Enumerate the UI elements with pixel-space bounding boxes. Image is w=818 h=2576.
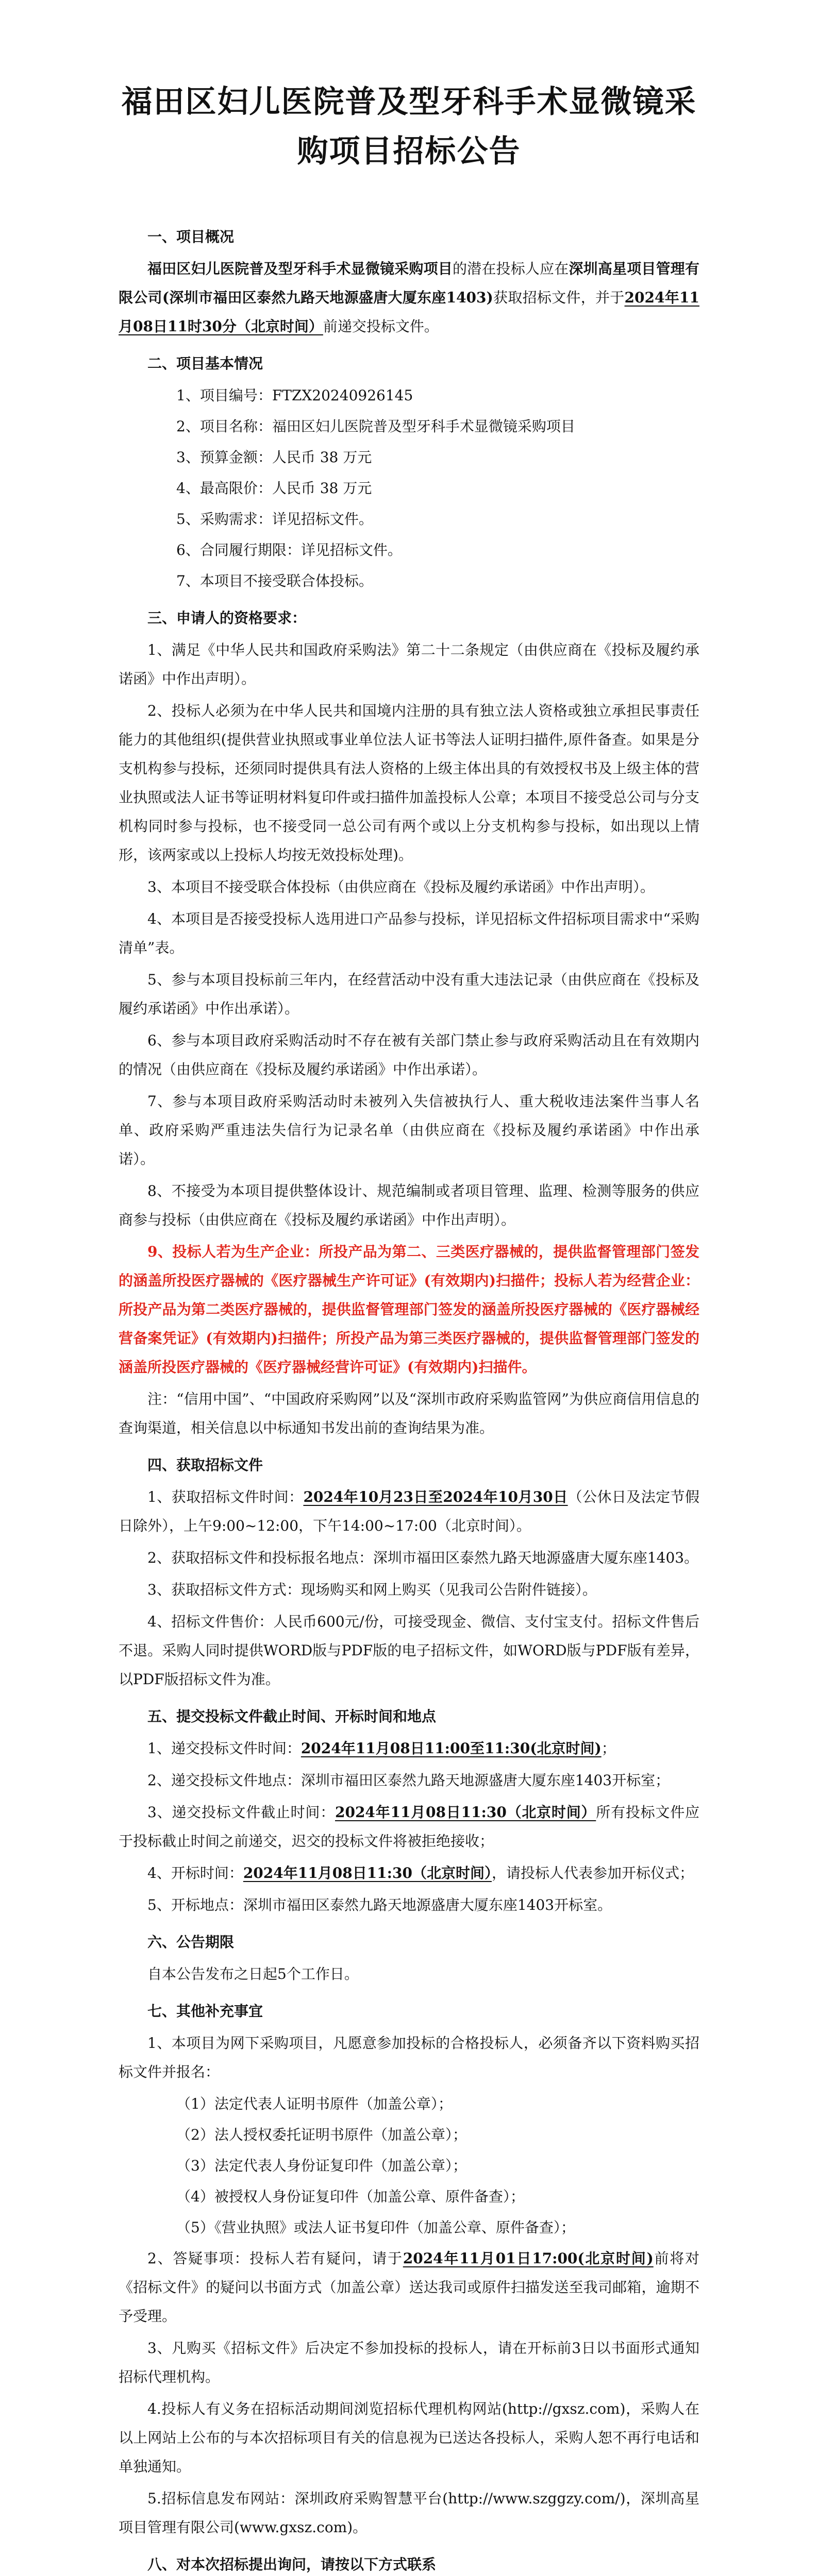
website-obligation: 4.投标人有义务在招标活动期间浏览招标代理机构网站(http://gxsz.com)，采购人在以上网站上公布的与本次招标项目有关的信息视为已送达各投标人，采购人恕不再行电话和单独通知。 xyxy=(119,2400,699,2475)
acquisition-location: 2、获取招标文件和投标报名地点：深圳市福田区泰然九路天地源盛唐大厦东座1403。 xyxy=(147,1549,699,1566)
section-4-heading: 四、获取招标文件 xyxy=(147,1456,263,1473)
acquisition-time-label: 1、获取招标文件时间： xyxy=(147,1488,304,1505)
credit-note: 注：“信用中国”、“中国政府采购网”以及“深圳市政府采购监管网”为供应商信用信息的查询渠道，相关信息以中标通知书发出前的查询结果为准。 xyxy=(119,1391,699,1436)
deadline-label: 3、递交投标文件截止时间： xyxy=(147,1804,335,1821)
query-deadline xyxy=(119,2244,699,2331)
submission-deadline xyxy=(119,1798,699,1856)
required-document-item: （1）法定代表人证明书原件（加盖公章）； xyxy=(176,2095,453,2112)
section-2-heading: 二、项目基本情况 xyxy=(147,355,263,372)
submission-time-label: 1、递交投标文件时间： xyxy=(147,1740,301,1757)
agency-location: 深圳高星项目管理有限公司(深圳市福田区泰然九路天地源盛唐大厦东座1403) xyxy=(119,260,699,306)
basic-info-item: 1、项目编号：FTZX20240926145 xyxy=(176,387,413,404)
opening-time-value: 2024年11月08日11:30（北京时间） xyxy=(243,1865,492,1882)
qualification-item: 6、参与本项目政府采购活动时不存在被有关部门禁止参与政府采购活动且在有效期内的情况（由供应商在《投标及履约承诺函》中作出承诺）。 xyxy=(119,1032,699,1078)
bid-deadline: 2024年11月08日11时30分（北京时间） xyxy=(119,289,699,335)
overview-text-1: 的潜在投标人应在 xyxy=(452,260,569,277)
required-document-item: （5）《营业执照》或法人证书复印件（加盖公章、原件备查）； xyxy=(176,2219,575,2236)
query-deadline-value: 2024年11月01日17:00(北京时间) xyxy=(403,2250,654,2267)
title-line-1: 福田区妇儿医院普及型牙科手术显微镜采 xyxy=(121,84,697,120)
withdrawal-note: 3、凡购买《招标文件》后决定不参加投标的投标人，请在开标前3日以书面形式通知招标代理机构。 xyxy=(119,2340,699,2385)
deadline-note: 所有投标文件应于投标截止时间之前递交，迟交的投标文件将被拒绝接收； xyxy=(119,1804,699,1850)
query-text-2: 前将对《招标文件》的疑问以书面方式（加盖公章）送达我司或原件扫描发送至我司邮箱，逾期不予受理。 xyxy=(119,2250,699,2325)
required-document-item: （3）法定代表人身份证复印件（加盖公章）； xyxy=(176,2157,467,2174)
document-acquisition-time xyxy=(119,1483,699,1540)
opening-location: 5、开标地点：深圳市福田区泰然九路天地源盛唐大厦东座1403开标室。 xyxy=(147,1896,612,1913)
acquisition-period: 2024年10月23日至2024年10月30日 xyxy=(303,1488,568,1505)
qualification-item: 7、参与本项目政府采购活动时未被列入失信被执行人、重大税收违法案件当事人名单、政府采购严重违法失信行为记录名单（由供应商在《投标及履约承诺函》中作出承诺）。 xyxy=(119,1093,699,1167)
opening-time xyxy=(119,1859,699,1888)
overview-text-3: 前递交投标文件。 xyxy=(323,318,439,335)
document-price: 4、招标文件售价：人民币600元/份，可接受现金、微信、支付宝支付。招标文件售后不退。采购人同时提供WORD版与PDF版的电子招标文件，如WORD版与PDF版有差异，以PDF版招标文件为准。 xyxy=(119,1613,699,1688)
qualification-item: 3、本项目不接受联合体投标（由供应商在《投标及履约承诺函》中作出声明）。 xyxy=(147,878,655,895)
required-document-item: （4）被授权人身份证复印件（加盖公章、原件备查）； xyxy=(176,2188,525,2205)
basic-info-item: 3、预算金额：人民币 38 万元 xyxy=(176,449,372,466)
project-overview-paragraph xyxy=(119,255,699,341)
submission-location: 2、递交投标文件地点：深圳市福田区泰然九路天地源盛唐大厦东座1403开标室； xyxy=(147,1772,670,1789)
qualification-item: 4、本项目是否接受投标人选用进口产品参与投标，详见招标文件招标项目需求中“采购清单”表。 xyxy=(119,910,699,956)
acquisition-hours: （公休日及法定节假日除外），上午9:00~12:00，下午14:00~17:00（北京时间）。 xyxy=(119,1488,699,1534)
opening-time-label: 4、开标时间： xyxy=(147,1865,243,1882)
basic-info-item: 4、最高限价：人民币 38 万元 xyxy=(176,480,372,497)
qualification-item: 1、满足《中华人民共和国政府采购法》第二十二条规定（由供应商在《投标及履约承诺函》中作出声明）。 xyxy=(119,641,699,687)
overview-text-2: 获取招标文件，并于 xyxy=(493,289,625,306)
section-1-heading: 一、项目概况 xyxy=(147,228,235,245)
submission-time-end: ； xyxy=(601,1740,616,1757)
qualification-item: 5、参与本项目投标前三年内，在经营活动中没有重大违法记录（由供应商在《投标及履约承诺函》中作出承诺）。 xyxy=(119,971,699,1017)
document-body xyxy=(119,223,699,2576)
qualification-item: 2、投标人必须为在中华人民共和国境内注册的具有独立法人资格或独立承担民事责任能力的其他组织(提供营业执照或事业单位法人证书等法人证明扫描件,原件备查。如果是分支机构参与投标，还须同时提供具有法人资格的上级主体出具的有效授权书及上级主体的营业执照或法人证书等证明材料复印件或扫描件加盖投标人公章；本项目不接受总公司与分支机构同时参与投标，也不接受同一总公司有两个或以上分支机构参与投标，如出现以上情形，该两家或以上投标人均按无效投标处理)。 xyxy=(119,702,699,863)
query-text-1: 2、答疑事项：投标人若有疑问，请于 xyxy=(147,2250,403,2267)
basic-info-item: 6、合同履行期限：详见招标文件。 xyxy=(176,541,402,558)
required-document-item: （2）法人授权委托证明书原件（加盖公章）； xyxy=(176,2126,467,2143)
basic-info-item: 2、项目名称：福田区妇儿医院普及型牙科手术显微镜采购项目 xyxy=(176,418,575,435)
offline-procurement-note: 1、本项目为网下采购项目，凡愿意参加投标的合格投标人，必须备齐以下资料购买招标文件并报名： xyxy=(119,2035,699,2080)
opening-time-note: ，请投标人代表参加开标仪式； xyxy=(491,1865,694,1882)
project-name: 福田区妇儿医院普及型牙科手术显微镜采购项目 xyxy=(147,260,453,277)
document-title xyxy=(119,77,699,176)
submission-time xyxy=(119,1734,699,1763)
notice-period: 自本公告发布之日起5个工作日。 xyxy=(147,1965,359,1982)
qualification-item: 8、不接受为本项目提供整体设计、规范编制或者项目管理、监理、检测等服务的供应商参与投标（由供应商在《投标及履约承诺函》中作出声明）。 xyxy=(119,1182,699,1228)
section-7-heading: 七、其他补充事宜 xyxy=(147,2003,263,2020)
publishing-websites: 5.招标信息发布网站：深圳政府采购智慧平台(http://www.szggzy.com/)，深圳高星项目管理有限公司(www.gxsz.com)。 xyxy=(119,2490,699,2536)
acquisition-method: 3、获取招标文件方式：现场购买和网上购买（见我司公告附件链接）。 xyxy=(147,1581,597,1598)
medical-device-requirement: 9、投标人若为生产企业：所投产品为第二、三类医疗器械的，提供监督管理部门签发的涵盖所投医疗器械的《医疗器械生产许可证》(有效期内)扫描件；投标人若为经营企业：所投产品为第二类医疗器械的，提供监督管理部门签发的涵盖所投医疗器械的《医疗器械经营备案凭证》(有效期内)扫描件；所投产品为第三类医疗器械的，提供监督管理部门签发的涵盖所投医疗器械的《医疗器械经营许可证》(有效期内)扫描件。 xyxy=(119,1243,699,1376)
deadline-value: 2024年11月08日11:30（北京时间） xyxy=(335,1804,596,1821)
section-6-heading: 六、公告期限 xyxy=(147,1934,235,1951)
section-5-heading: 五、提交投标文件截止时间、开标时间和地点 xyxy=(147,1708,437,1725)
section-8-heading: 八、对本次招标提出询问，请按以下方式联系 xyxy=(147,2556,437,2573)
title-line-2: 购项目招标公告 xyxy=(297,133,521,170)
section-3-heading: 三、申请人的资格要求： xyxy=(147,609,307,626)
submission-period: 2024年11月08日11:00至11:30(北京时间) xyxy=(301,1740,602,1757)
basic-info-item: 7、本项目不接受联合体投标。 xyxy=(176,572,373,589)
basic-info-item: 5、采购需求：详见招标文件。 xyxy=(176,511,373,528)
